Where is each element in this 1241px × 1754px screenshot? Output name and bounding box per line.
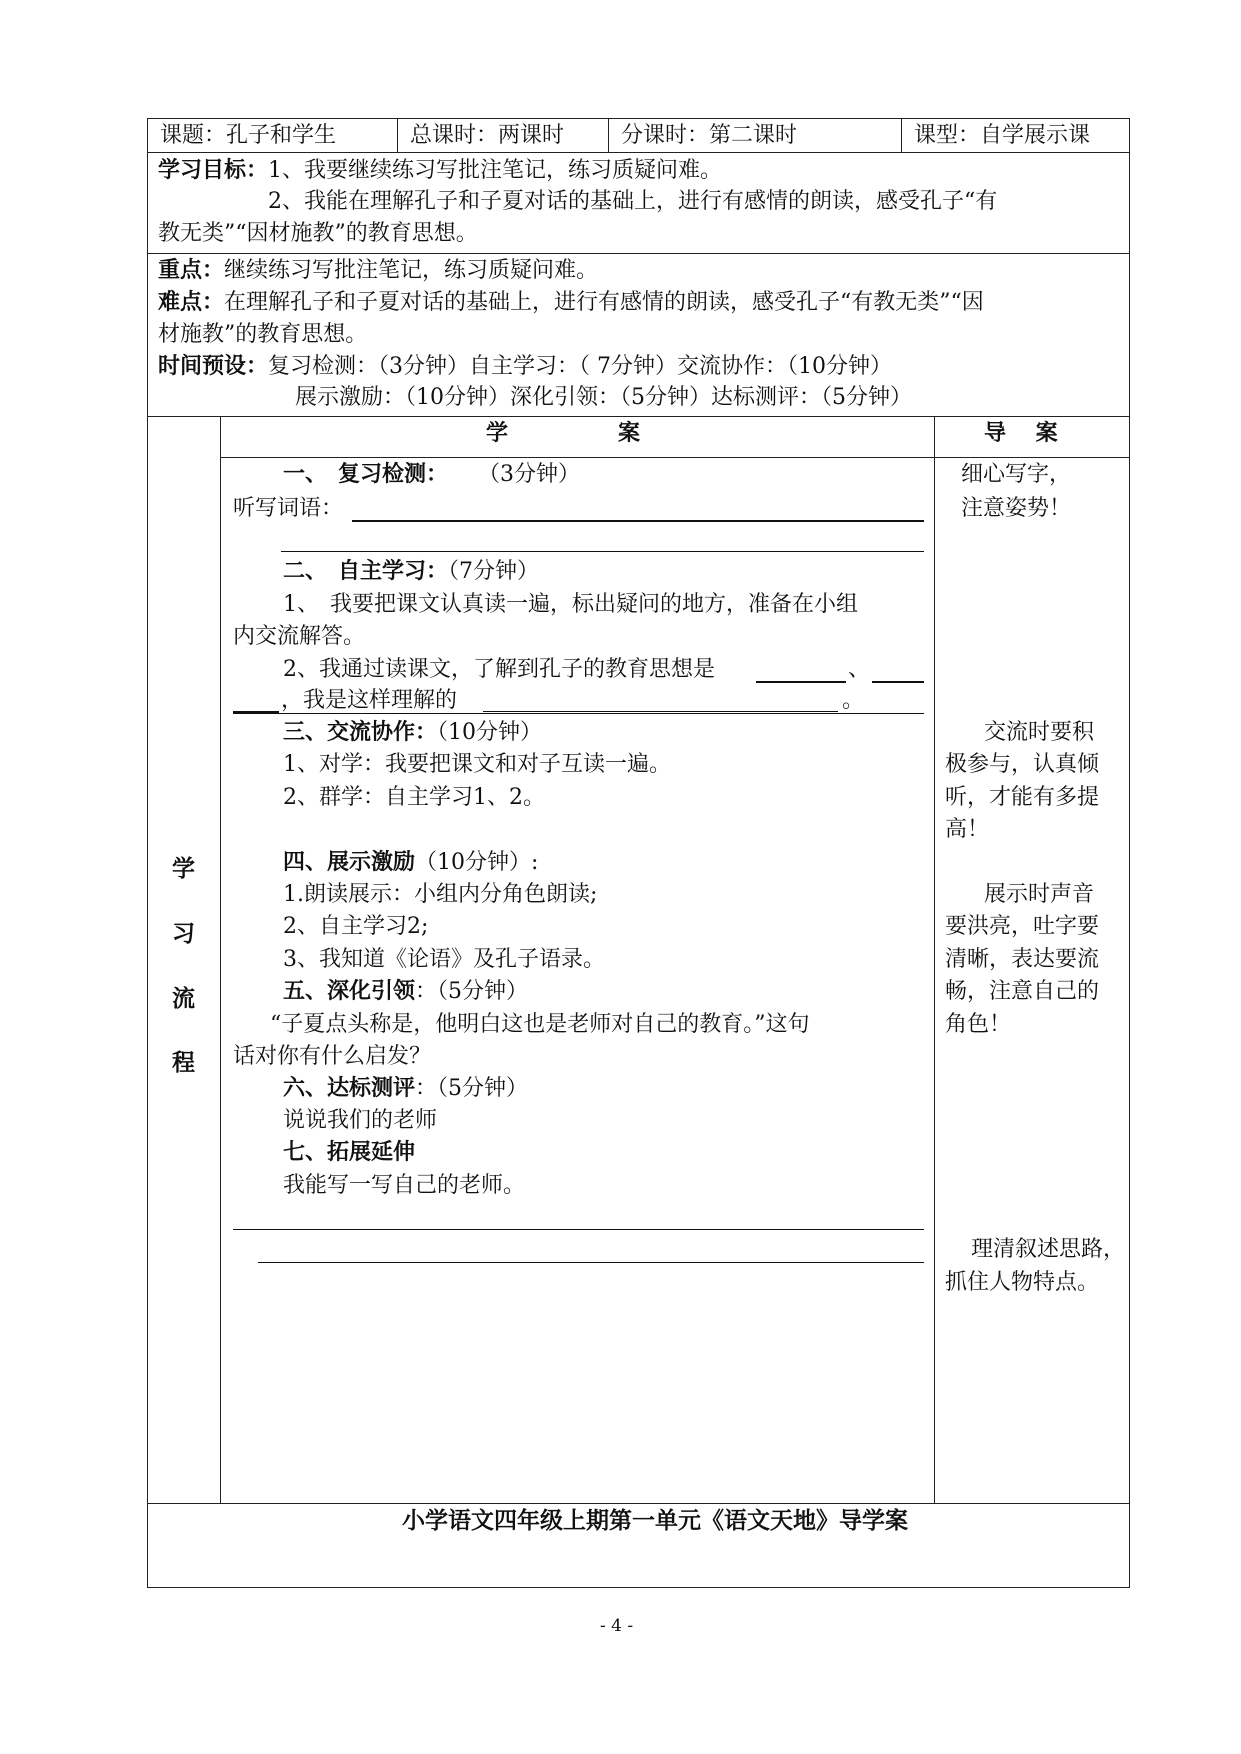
goal-2-line-1: 2、我能在理解孔子和子夏对话的基础上，进行有感情的朗读，感受孔子“有	[268, 189, 998, 214]
key-point-text: 继续练习写批注笔记，练习质疑问难。	[224, 258, 599, 283]
footer-divider	[147, 1503, 1130, 1504]
section-1-time: （3分钟）	[478, 462, 580, 487]
section-2-item-2-end: 。	[842, 688, 865, 713]
guide-note-4-line-1: 理清叙述思路，	[971, 1237, 1126, 1262]
thought-blank-1	[756, 681, 846, 683]
section-2-item-1-line-2: 内交流解答。	[233, 624, 366, 649]
key-point-label: 重点：	[158, 258, 225, 283]
xuean-header: 学 案	[486, 421, 641, 446]
section-7-title: 七、拓展延伸	[283, 1140, 416, 1165]
column-header-divider	[220, 457, 1130, 458]
section-5-title-text: 五、深化引领	[283, 979, 416, 1004]
guide-note-3-line-5: 角色！	[945, 1012, 1012, 1037]
goals-label: 学习目标：	[158, 158, 269, 183]
difficulty-text-1: 在理解孔子和子夏对话的基础上，进行有感情的朗读，感受孔子“有教无类”“因	[224, 290, 984, 315]
understanding-blank	[483, 711, 838, 712]
header-col-divider	[608, 118, 609, 152]
difficulty-label: 难点：	[158, 290, 225, 315]
section-6-title-text: 六、达标测评	[283, 1076, 416, 1101]
section-6-item-1: 说说我们的老师	[283, 1108, 438, 1133]
section-7-item-1: 我能写一写自己的老师。	[283, 1173, 526, 1198]
section-3-item-1: 1、对学：我要把课文和对子互读一遍。	[283, 752, 671, 777]
section-5-question-line-2: 话对你有什么启发？	[233, 1044, 432, 1069]
section-6-time: ：（5分钟）	[415, 1076, 529, 1101]
header-row-divider	[147, 152, 1130, 153]
daoan-header: 导 案	[984, 421, 1058, 446]
lesson-type: 课型：自学展示课	[914, 123, 1091, 148]
thought-blank-2	[872, 681, 924, 683]
guide-note-2-line-2: 极参与，认真倾	[945, 752, 1100, 777]
section-2-item-2-line-1: 2、我通过读课文，了解到孔子的教育思想是	[283, 657, 715, 682]
section-2-item-2-line-2: ，我是这样理解的	[281, 688, 458, 713]
section-2-underline	[233, 713, 924, 714]
section-5-time: ：（5分钟）	[415, 979, 529, 1004]
guide-note-3-line-3: 清晰，表达要流	[945, 947, 1100, 972]
guide-note-4-line-2: 抓住人物特点。	[945, 1270, 1100, 1295]
dictation-blank	[352, 520, 924, 522]
section-4-title-text: 四、展示激励	[283, 850, 416, 875]
lesson-topic: 课题：孔子和学生	[160, 123, 337, 148]
section-4-time: （10分钟）:	[415, 850, 539, 875]
section-3-title	[283, 718, 542, 748]
guide-note-2-line-4: 高！	[945, 817, 990, 842]
time-plan-line-1: 复习检测：（3分钟）自主学习：（ 7分钟）交流协作：（10分钟）	[268, 354, 892, 379]
time-plan-label: 时间预设：	[158, 354, 269, 379]
section-4-title	[283, 848, 538, 878]
section-4-item-2: 2、自主学习2;	[283, 914, 429, 939]
header-col-divider	[397, 118, 398, 152]
difficulty-text-2: 材施教”的教育思想。	[158, 322, 368, 347]
flow-label-char: 习	[172, 921, 195, 947]
section-5-question-line-1: “子夏点头称是，他明白这也是老师对自己的教育。”这句	[270, 1012, 810, 1037]
guide-note-3-line-2: 要洪亮，吐字要	[945, 914, 1100, 939]
section-2-item-1-line-1: 1、 我要把课文认真读一遍，标出疑问的地方，准备在小组	[283, 592, 858, 617]
section-3-item-2: 2、群学：自主学习1、2。	[283, 785, 545, 810]
section-4-item-1: 1.朗读展示：小组内分角色朗读;	[283, 882, 598, 907]
total-hours: 总课时：两课时	[410, 123, 565, 148]
section-6-title	[283, 1074, 528, 1104]
writing-line-2	[258, 1262, 924, 1263]
lesson-period: 分课时：第二课时	[621, 123, 798, 148]
flow-label-char: 流	[172, 986, 195, 1012]
footer-title: 小学语文四年级上期第一单元《语文天地》导学案	[402, 1508, 908, 1534]
section-3-title-text: 三、交流协作：	[283, 720, 438, 745]
guide-column-divider	[934, 416, 935, 1503]
guide-note-3-line-4: 畅，注意自己的	[945, 979, 1100, 1004]
guide-note-2-line-3: 听，才能有多提	[945, 785, 1100, 810]
section-2-title-text: 二、 自主学习：	[283, 559, 449, 584]
section-5-title	[283, 977, 528, 1007]
goal-1: 1、我要继续练习写批注笔记，练习质疑问难。	[268, 158, 722, 183]
goal-2-line-2: 教无类”“因材施教”的教育思想。	[158, 221, 478, 246]
flow-label-char: 程	[172, 1050, 195, 1076]
flow-column-divider	[220, 416, 221, 1503]
guide-note-1-line-2: 注意姿势！	[961, 496, 1072, 521]
section-3-time: （10分钟）	[437, 720, 543, 745]
page-number: - 4 -	[600, 1616, 634, 1636]
section-1-title: 一、 复习检测：	[283, 462, 449, 487]
goals-divider	[147, 253, 1130, 254]
time-plan-line-2: 展示激励：（10分钟）深化引领：（5分钟）达标测评：（5分钟）	[295, 385, 912, 410]
guide-note-2-line-1: 交流时要积	[984, 720, 1095, 745]
dictation-label: 听写词语：	[233, 496, 344, 521]
section-2-time: （7分钟）	[448, 559, 540, 584]
thought-separator: 、	[848, 657, 871, 682]
dictation-blank-2	[281, 551, 924, 552]
writing-line-1	[233, 1229, 924, 1230]
flow-label-char: 学	[172, 856, 195, 882]
header-col-divider	[901, 118, 902, 152]
guide-note-3-line-1: 展示时声音	[984, 882, 1095, 907]
focus-divider	[147, 416, 1130, 417]
section-2-title	[283, 557, 539, 587]
guide-note-1-line-1: 细心写字，	[961, 462, 1072, 487]
section-4-item-3: 3、我知道《论语》及孔子语录。	[283, 947, 605, 972]
